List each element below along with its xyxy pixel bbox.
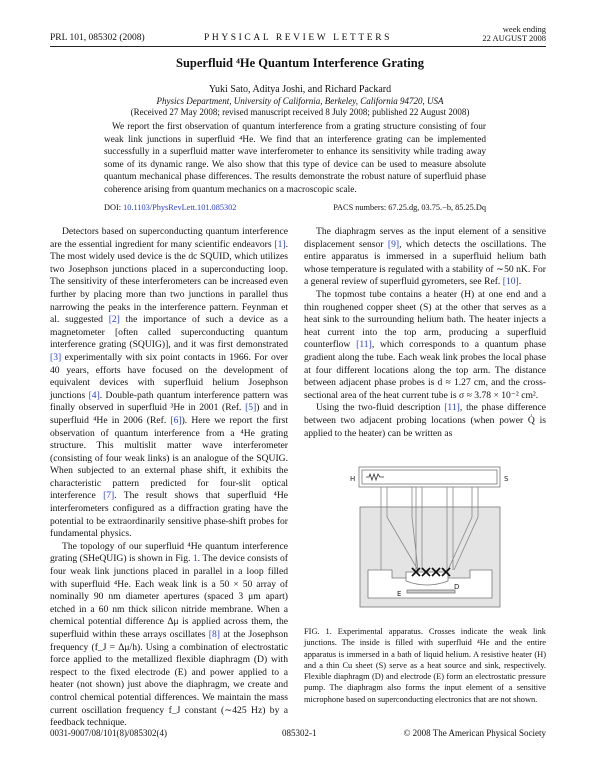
footer-code: 0031-9007/08/101(8)/085302(4) xyxy=(50,728,167,738)
reference-link[interactable]: [11] xyxy=(444,402,460,414)
authors: Yuki Sato, Aditya Joshi, and Richard Packard xyxy=(208,84,392,95)
doi-label: DOI: xyxy=(104,203,124,212)
issue-date xyxy=(482,25,546,43)
reference-link[interactable]: [2] xyxy=(108,314,120,326)
paragraph xyxy=(50,541,288,730)
reference-link[interactable]: [6] xyxy=(170,414,182,426)
doi-link[interactable]: 10.1103/PhysRevLett.101.085302 xyxy=(123,203,237,212)
week-ending-label: week ending xyxy=(502,24,546,34)
paragraph-text: , which corresponds to a quantum phase gradient along the tube. Each weak link probes the local phase at four different locations along the top arm. The distance between adjacent phase probes is d ≈ 1.27 cm, and the cross-sectional area of the heat current tube is σ ≈ 3.78 × 10⁻² cm². xyxy=(304,339,546,401)
copyright: © 2008 The American Physical Society xyxy=(403,728,546,738)
paragraph xyxy=(304,289,546,402)
reference-link[interactable]: 1 xyxy=(192,553,198,565)
received-dates: (Received 27 May 2008; revised manuscript received 8 July 2008; published 22 August 2008) xyxy=(130,107,470,117)
affiliation: Physics Department, University of California, Berkeley, California 94720, USA xyxy=(156,96,444,106)
reference-link[interactable]: [9] xyxy=(387,238,400,250)
paragraph-text: . The most widely used device is the dc SQUID, which utilizes two Josephson junctions placed in a superconducting loop. The sensitivity of these interferometers can be increased even further by placing more than two junctions in parallel thus narrowing the peaks in the interference pattern. Feynman et al. suggested xyxy=(50,238,288,326)
date: 22 AUGUST 2008 xyxy=(482,33,546,43)
paragraph-text: . xyxy=(518,276,522,288)
paragraph-text: Using the two-fluid description xyxy=(316,402,445,414)
electrode xyxy=(407,590,455,593)
reference-link[interactable]: [11] xyxy=(356,339,372,351)
reference-link[interactable]: [3] xyxy=(50,351,62,363)
paragraph-text: the importance of such a device as a magnetometer [often called superconducting quantum interference grating (SQUIG)], and it was first demonstrated xyxy=(50,314,288,351)
citation: PRL 101, 085302 (2008) xyxy=(50,33,145,43)
paragraph-text: . The device consists of four weak link junctions placed in parallel in a loop filled with superfluid ⁴He. Each weak link is a 50 × 50 array of nominally 90 nm diameter apertures (spaced 3 μm apart) etched in a 60 nm thick silicon nitride membrane. When a chemical potential difference Δμ is applied across them, the superfluid within these arrays oscillates xyxy=(50,553,288,640)
paragraph xyxy=(304,402,546,440)
label-electrode: E xyxy=(397,590,402,598)
reference-link[interactable]: [10] xyxy=(502,276,519,288)
paragraph-text: experimentally with six point contacts in 1966. For over 40 years, efforts have focused on the development of equivalent devices with superfluid helium Josephson junctions xyxy=(50,351,288,401)
paragraph-text: The diaphragm serves as the input element of a sensitive displacement sensor xyxy=(304,226,546,250)
paragraph-text: ). Here we report the first observation of quantum interference from a ⁴He grating structure. This multislit matter wave interferometer (consisting of four weak links) is an analogue of the SQUIG. When subjected to an external phase shift, it exhibits the characteristic pattern predicted for four-slit optical interference xyxy=(50,414,288,502)
page-number: 085302-1 xyxy=(282,728,317,738)
running-header xyxy=(50,24,546,47)
right-column xyxy=(304,226,546,440)
reference-link[interactable]: [7] xyxy=(103,490,115,502)
paragraph xyxy=(50,226,288,541)
paragraph-text: , which detects the oscillations. The entire apparatus is immersed in a superfluid helium bath whose temperature is regulated with a stability of ∼50 nK. For a general review of superfluid gyrometers, see Ref. xyxy=(304,238,546,288)
paragraph-text: ) and in superfluid ⁴He in 2006 (Ref. xyxy=(50,402,288,426)
pacs-numbers: PACS numbers: 67.25.dg, 03.75.−b, 85.25.Dq xyxy=(333,203,486,212)
reference-link[interactable]: [4] xyxy=(88,389,100,401)
paragraph-text: Detectors based on superconducting quantum interference are the essential ingredient for many scientific endeavors xyxy=(50,226,288,250)
figure-1-apparatus xyxy=(300,450,560,610)
figure-caption: FIG. 1. Experimental apparatus. Crosses indicate the weak link junctions. The inside is filled with superfluid ⁴He and the entire apparatus is immersed in a bath of liquid helium. A resistive heater (H) and a thin Cu sheet (S) serve as a heat source and sink, respectively. Flexible diaphragm (D) and electrode (E) form an electrostatic pressure pump. The diaphragm also forms the input element of a sensitive microphone based on superconducting electronics that are not shown. xyxy=(304,627,546,704)
label-diaphragm: D xyxy=(454,583,460,591)
paragraph-text: . Double-path quantum interference pattern was finally observed in superfluid ³He in 2001 (Ref. xyxy=(50,389,289,414)
label-sink: S xyxy=(504,475,509,483)
paragraph-text: The topmost tube contains a heater (H) at one end and a thin roughened copper sheet (S) at the other that serves as a heat sink to the surrounding helium bath. The heater injects a heat current into the top arm, producing a superfluid counterflow xyxy=(304,288,546,351)
doi-line xyxy=(104,203,236,212)
left-column xyxy=(50,226,288,730)
paragraph xyxy=(304,226,546,289)
paragraph-text: The topology of our superfluid ⁴He quantum interference grating (SHeQUIG) is shown in Fig. xyxy=(50,540,288,565)
paragraph-text: . The result shows that superfluid ⁴He interferometers configured as a diffraction grating have the potential to be extraordinarily sensitive phase-shift probes for fundamental physics. xyxy=(50,490,289,540)
reference-link[interactable]: [8] xyxy=(208,629,220,640)
reference-link[interactable]: [1] xyxy=(274,238,286,250)
label-heater: H xyxy=(350,475,356,483)
paragraph-text: at the Josephson frequency (f_J = Δμ/h). Using a combination of electrostatic force applied to the metallized flexible diaphragm (D) with respect to the fixed electrode (E) and power applied to a heater (not shown) just above the diaphragm, we create and control chemical potential differences. We maintain the mass current oscillation frequency f_J constant (∼425 Hz) by a feedback technique. xyxy=(50,629,288,729)
paragraph-text: , the phase difference between two adjacent probing locations (when power Q̇ is applied to the heater) can be written as xyxy=(304,402,546,439)
journal-name: PHYSICAL REVIEW LETTERS xyxy=(203,33,393,43)
paper-title: Superfluid ⁴He Quantum Interference Grating xyxy=(176,56,424,70)
reference-link[interactable]: [5] xyxy=(245,402,257,414)
abstract: We report the first observation of quantum interference from a grating structure consisting of four weak link junctions in superfluid ⁴He. We find that an interference grating can be implemented successfully in a superfluid matter wave interferometer to enhance its sensitivity while trading away some of its dynamic range. We also show that this type of device can be used to measure absolute quantum mechanical phase differences. The results demonstrate the robust nature of superfluid phase coherence arising from quantum mechanics on a macroscopic scale. xyxy=(104,122,486,195)
